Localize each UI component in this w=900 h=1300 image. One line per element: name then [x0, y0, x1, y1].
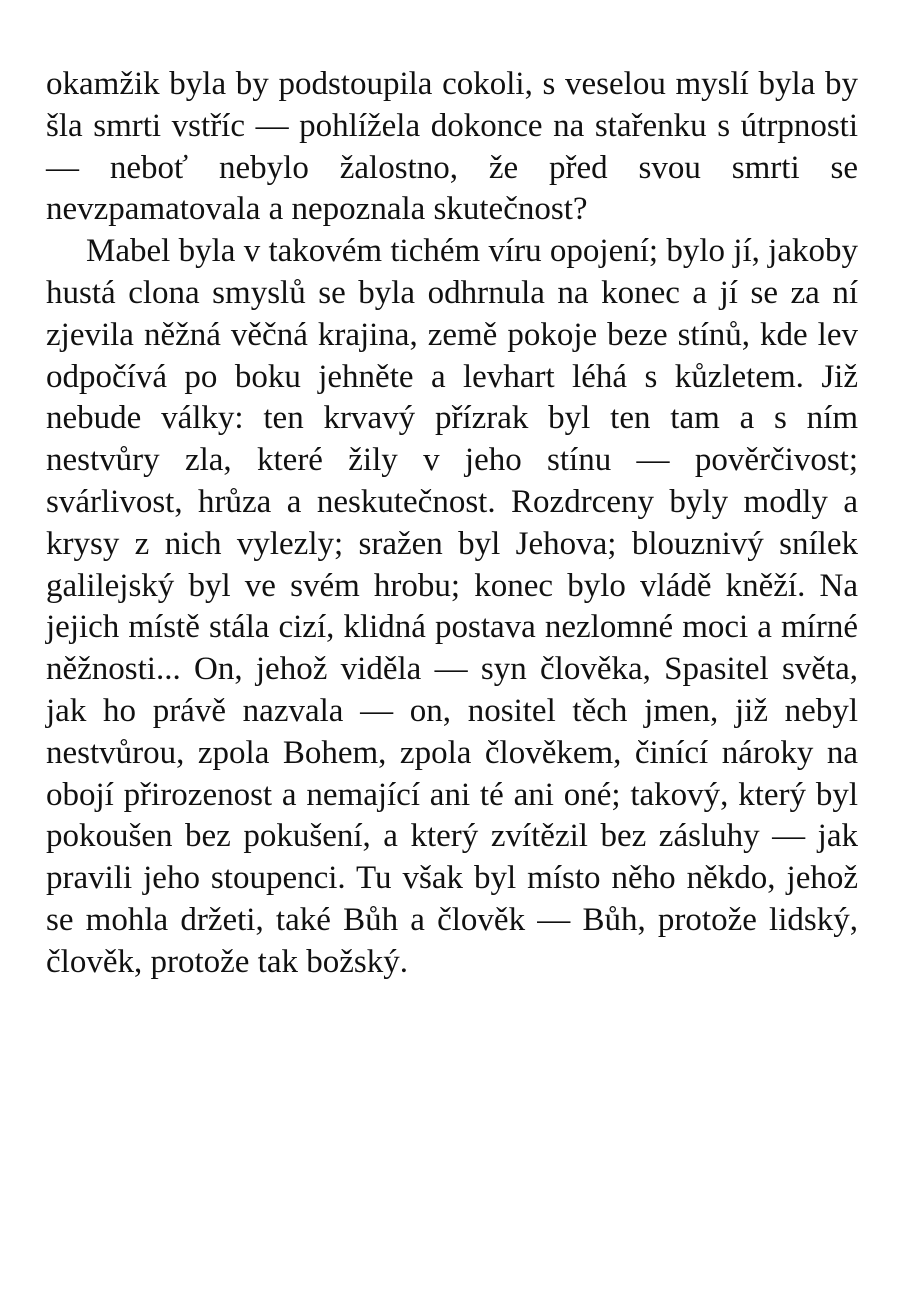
paragraph-mabel: Mabel byla v takovém tichém víru opojení; bylo jí, jakoby hustá clona smyslů se byla odhrnula na konec a jí se za ní zjevila něžná věčná krajina, země pokoje beze stínů, kde lev odpočívá po boku jehněte a levhart léhá s kůzletem. Již nebude války: ten krvavý přízrak byl ten tam a s ním nestvůry zla, které žily v jeho stínu — pověrčivost; svárlivost, hrůza a neskutečnost. Rozdrceny byly modly a krysy z nich vylezly; sražen byl Jehova; blouznivý snílek galilejský byl ve svém hrobu; konec bylo vládě kněží. Na jejich místě stála cizí, klidná postava nezlomné moci a mírné něžnosti... On, jehož viděla — syn člověka, Spasitel světa, jak ho právě nazvala — on, nositel těch jmen, již nebyl nestvůrou, zpola Bohem, zpola člověkem, činící nároky na obojí přirozenost a nemající ani té ani oné; takový, který byl pokoušen bez pokušení, a který zvítězil bez zásluhy — jak pravili jeho stoupenci. Tu však byl místo něho někdo, jehož se mohla držeti, také Bůh a člověk — Bůh, protože lidský, člověk, protože tak božský. — [46, 233, 858, 980]
page-body — [46, 64, 858, 984]
paragraph-continuation: okamžik byla by podstoupila cokoli, s veselou myslí byla by šla smrti vstříc — pohlížela dokonce na stařenku s útrpnosti — neboť nebylo žalostno, že před svou smrti se nevzpamatovala a nepoznala skutečnost? — [46, 66, 858, 228]
